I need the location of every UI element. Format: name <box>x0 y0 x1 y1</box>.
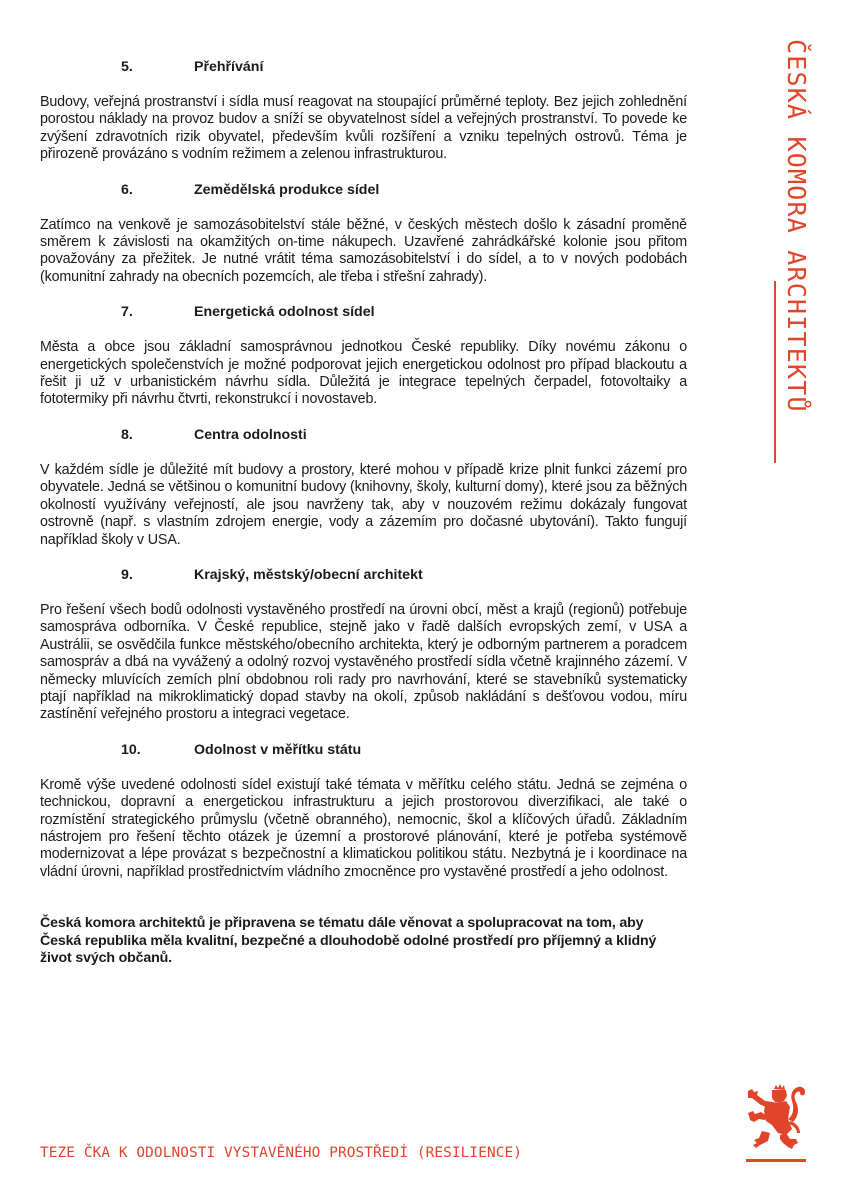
section-title: Odolnost v měřítku státu <box>194 741 362 758</box>
section-body: Pro řešení všech bodů odolnosti vystavěného prostředí na úrovni obcí, měst a krajů (regionů) potřebuje samospráva odborníka. V České republice, stejně jako v řadě dalších evropských zemí, v USA a Austrálii, se osvědčila funkce městského/obecního architekta, který je odborným partnerem a poradcem samospráv a dbá na vyvážený a odolný rozvoj vystavěného prostředí sídla včetně krajinného zázemí. V německy mluvících zemích plní obdobnou roli rady pro navrhování, které se stavebníků systematicky ptají například na mikroklimatický dopad stavby na okolí, způsob nakládání s dešťovou vodou, míru zastínění veřejného prostoru a integraci vegetace. <box>40 601 687 723</box>
document-content <box>40 59 687 967</box>
section-number: 10. <box>121 741 141 758</box>
section-heading <box>40 304 687 321</box>
section-heading <box>40 742 687 759</box>
section-number: 9. <box>121 566 133 583</box>
section-heading <box>40 427 687 444</box>
brand-underline <box>774 281 776 463</box>
section-title: Energetická odolnost sídel <box>194 304 375 321</box>
section-body: Budovy, veřejná prostranství i sídla musí reagovat na stoupající průměrné teploty. Bez jejich zohlednění porostou náklady na provoz budov a sníží se obyvatelnost sídel a veřejných prostranství. To povede ke zvýšení zdravotních rizik obyvatel, především kvůli rozšíření a vzniku tepelných ostrovů. Téma je přirozeně provázáno s vodním režimem a zelenou infrastrukturou. <box>40 94 687 163</box>
section-heading <box>40 59 687 76</box>
brand-name-text <box>783 39 809 413</box>
section-number: 5. <box>121 59 133 75</box>
section-title: Zemědělská produkce sídel <box>194 181 380 198</box>
section-7 <box>40 304 687 409</box>
section-number: 7. <box>121 304 133 321</box>
section-number: 6. <box>121 181 133 198</box>
section-title: Krajský, městský/obecní architekt <box>194 566 423 583</box>
brand-name-part2: ARCHITEKTŮ <box>782 250 811 413</box>
section-heading <box>40 567 687 584</box>
section-title: Přehřívání <box>194 59 264 75</box>
section-8 <box>40 427 687 549</box>
section-body: Města a obce jsou základní samosprávnou jednotkou České republiky. Díky novému zákonu o energetických společenstvích je možné podporovat jejich energetickou odolnost pro případ blackoutu a řešit ji už v urbanistickém návrhu sídla. Důležitá je integrace tepelných čerpadel, fotovoltaiky a fototermiky při návrhu čtvrti, rekonstrukcí i novostaveb. <box>40 339 687 408</box>
conclusion-statement: Česká komora architektů je připravena se tématu dále věnovat a spolupracovat na tom, aby Česká republika měla kvalitní, bezpečné a dlouhodobě odolné prostředí pro příjemný a klidný život svých občanů. <box>40 915 657 966</box>
section-10 <box>40 742 687 881</box>
section-body: V každém sídle je důležité mít budovy a prostory, které mohou v případě krize plnit funkci zázemí pro obyvatele. Jedná se většinou o komunitní budovy (knihovny, školy, kulturní domy), které jsou za běžných okolností využívány veřejností, ale jsou navrženy tak, aby v nouzovém režimu dokázaly fungovat ostrovně (např. s vlastním zdrojem energie, vody a zázemím pro dočasné ubytování). Takto fungují například školy v USA. <box>40 461 687 548</box>
section-number: 8. <box>121 426 133 443</box>
section-title: Centra odolnosti <box>194 426 307 443</box>
section-6 <box>40 182 687 287</box>
section-5 <box>40 59 687 164</box>
section-9 <box>40 567 687 724</box>
footer-document-title: TEZE ČKA K ODOLNOSTI VYSTAVĚNÉHO PROSTŘEDÍ (RESILIENCE) <box>40 1145 523 1161</box>
section-body: Zatímco na venkově je samozásobitelství stále běžné, v českých městech došlo k zásadní proměně směrem k závislosti na okamžitých on-time nákupech. Uzavřené zahrádkářské kolonie jsou přitom považovány za přežitek. Je nutné vrátit téma samozásobitelství i do sídel, a to v nových podobách (komunitní zahrady na obecních pozemcích, ale třeba i střešní zahrady). <box>40 216 687 285</box>
lion-emblem-icon <box>744 1083 808 1165</box>
section-body: Kromě výše uvedené odolnosti sídel existují také témata v měřítku celého státu. Jedná se zejména o technickou, dopravní a energetickou infrastrukturu a jejich prostorovou diverzifikaci, ale také o rozmístění strategického průmyslu (včetně obranného), nemocnic, škol a klíčových úřadů. Základním nástrojem pro řešení těchto otázek je územní a prostorové plánování, které je potřeba systémově modernizovat a lépe provázat s bezpečnostní a klimatickou politikou státu. Nezbytná je i koordinace na vládní úrovni, například prostřednictvím vládního zmocněnce pro vystavěné prostředí a jeho odolnost. <box>40 776 687 880</box>
brand-name-vertical <box>783 39 809 469</box>
section-heading <box>40 182 687 199</box>
brand-name-part1: ČESKÁ KOMORA <box>782 39 811 251</box>
